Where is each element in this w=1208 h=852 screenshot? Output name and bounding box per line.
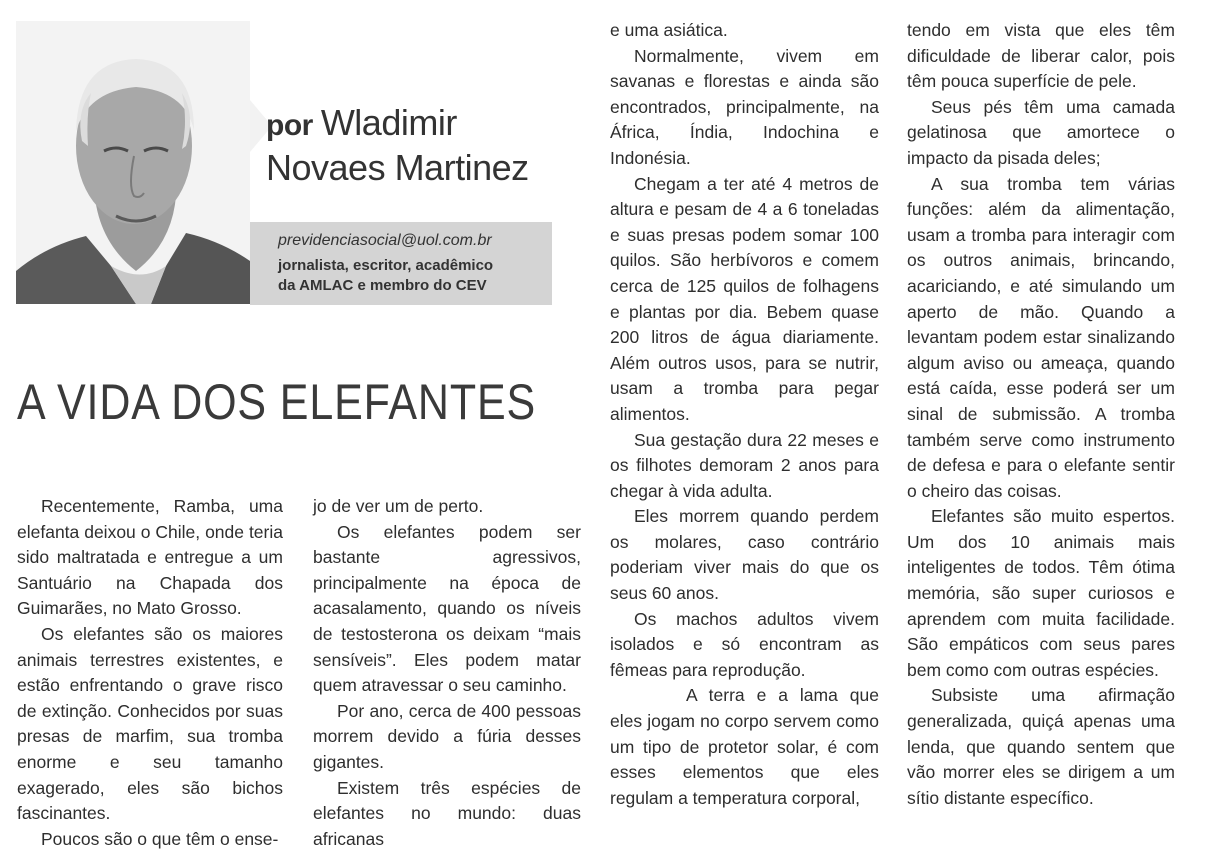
paragraph: Elefantes são muito espertos. Um dos 10 animais mais inteligentes de todos. Têm ótima memória, são super curiosos e aprendem com muita facilidade. São empáticos com seus pares bem como com outras espécies. — [907, 506, 1175, 680]
paragraph: A sua tromba tem várias funções: além da alimentação, usam a tromba para interagir com os outros animais, brincando, acariciando, e até simulando um aperto de mão. Quando a levantam podem estar sinalizando algum aviso ou ameaça, quando está caída, esse poderá ser um sinal de submissão. A tromba também serve como instrumento de defesa e para o elefante sentir o cheiro das coisas. — [907, 173, 1175, 501]
author-info-box — [250, 222, 552, 305]
paragraph: Os machos adultos vivem isolados e só encontram as fêmeas para reprodução. — [610, 608, 879, 680]
paragraph: A terra e a lama que eles jogam no corpo servem como um tipo de protetor solar, é com esses elementos que eles regulam a temperatura corporal, — [610, 685, 879, 808]
author-name-line2: Novaes Martinez — [266, 147, 529, 188]
article-title: A VIDA DOS ELEFANTES — [17, 374, 537, 430]
text-column-2 — [313, 494, 581, 852]
author-bio — [278, 256, 552, 296]
paragraph: Por ano, cerca de 400 pessoas morrem devido a fúria desses gigantes. — [313, 700, 581, 772]
text-column-4 — [907, 18, 1175, 811]
text-column-3 — [610, 18, 879, 811]
paragraph-continued: tendo em vista que eles têm dificuldade de liberar calor, pois têm pouca superfície de pele. — [907, 20, 1175, 92]
paragraph-continued: e uma asiática. — [610, 20, 728, 40]
text-column-1 — [17, 494, 283, 852]
author-name-line1: Wladimir — [320, 102, 457, 143]
byline-prefix: por — [266, 109, 313, 142]
author-portrait-image — [16, 21, 250, 304]
author-bio-line2: da AMLAC e membro do CEV — [278, 277, 487, 294]
paragraph: Chegam a ter até 4 metros de altura e pesam de 4 a 6 toneladas e suas presas podem somar 100 quilos. São herbívoros e comem cerca de 125 quilos de folhagens e plantas por dia. Bebem quase 200 litros de água diariamente. Além outros usos, para se nutrir, usam a tromba para pegar alimentos. — [610, 173, 879, 424]
paragraph: Normalmente, vivem em savanas e florestas e ainda são encontrados, principalmente, na África, Índia, Indochina e Indonésia. — [610, 45, 879, 168]
author-bio-line1: jornalista, escritor, acadêmico — [278, 257, 494, 274]
paragraph: Seus pés têm uma camada gelatinosa que amortece o impacto da pisada deles; — [907, 96, 1175, 168]
paragraph: Recentemente, Ramba, uma elefanta deixou o Chile, onde teria sido maltratada e entregue a um Santuário na Chapada dos Guimarães, no Mato Grosso. — [17, 496, 283, 619]
paragraph: Os elefantes podem ser bastante agressivos, principalmente na época de acasalamento, quando os níveis de testosterona os deixam “mais sensíveis”. Eles podem matar quem atravessar o seu caminho. — [313, 521, 581, 696]
paragraph: Poucos são o que têm o ense- — [41, 828, 279, 849]
paragraph-continued: jo de ver um de perto. — [313, 496, 484, 516]
paragraph: Subsiste uma afirmação generalizada, quiçá apenas uma lenda, que quando sentem que vão morrer eles se dirigem a um sítio distante específico. — [907, 685, 1175, 808]
paragraph: Sua gestação dura 22 meses e os filhotes demoram 2 anos para chegar à vida adulta. — [610, 429, 879, 501]
author-photo — [16, 21, 250, 304]
paragraph: Os elefantes são os maiores animais terrestres existentes, e estão enfrentando o grave risco de extinção. Conhecidos por suas presas de marfim, sua tromba enorme e seu tamanho exagerado, eles são bichos fascinantes. — [17, 623, 283, 824]
paragraph: Eles morrem quando perdem os molares, caso contrário poderiam viver mais do que os seus 60 anos. — [610, 506, 879, 604]
author-email: previdenciasocial@uol.com.br — [278, 232, 492, 249]
author-byline — [266, 102, 529, 189]
paragraph: Existem três espécies de elefantes no mundo: duas africanas — [313, 777, 581, 849]
